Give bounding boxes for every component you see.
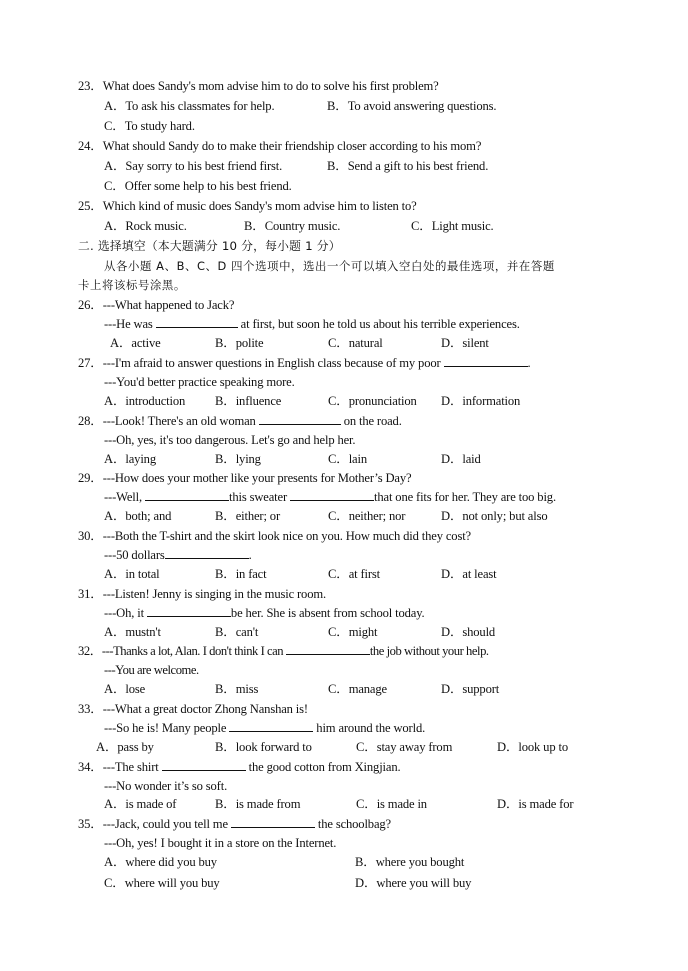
q29-option-a: A．both; and (104, 509, 172, 523)
text: the good cotton from Xingjian. (245, 760, 401, 774)
question-27-line-1 (78, 355, 531, 371)
q29-option-c: C．neither; nor (328, 509, 406, 523)
text: 27．---I'm afraid to answer questions in English class because of my poor (78, 356, 444, 370)
q26-option-c: C．natural (328, 336, 383, 350)
question-31-line-1: 31．---Listen! Jenny is singing in the music room. (78, 587, 326, 601)
q26-option-b: B．polite (215, 336, 264, 350)
q28-option-a: A．laying (104, 452, 156, 466)
q28-option-c: C．lain (328, 452, 367, 466)
answer-blank (229, 720, 313, 732)
question-33-line-1: 33．---What a great doctor Zhong Nanshan is! (78, 702, 308, 716)
q34-option-b: B．is made from (215, 797, 301, 811)
q32-option-d: D．support (441, 682, 500, 696)
q24-option-a: A．Say sorry to his best friend first. (104, 159, 283, 173)
question-34-line-1 (78, 759, 401, 775)
q28-option-b: B．lying (215, 452, 261, 466)
q26-option-a: A．active (110, 336, 161, 350)
q29-option-d: D．not only; but also (441, 509, 548, 523)
question-34-line-2: ---No wonder it’s so soft. (104, 779, 228, 793)
question-23-stem: 23．What does Sandy's mom advise him to do to solve his first problem? (78, 79, 439, 93)
q29-option-b: B．either; or (215, 509, 280, 523)
question-35-line-1 (78, 816, 391, 832)
answer-blank (156, 316, 238, 328)
text: at first, but soon he told us about his terrible experiences. (237, 317, 520, 331)
question-28-line-2: ---Oh, yes, it's too dangerous. Let's go and help her. (104, 433, 356, 447)
answer-blank (444, 355, 528, 367)
text: that one fits for her. They are too big. (374, 490, 556, 504)
q33-option-d: D．look up to (497, 740, 568, 754)
q27-option-c: C．pronunciation (328, 394, 417, 408)
question-32-line-2: ---You are welcome. (104, 663, 199, 677)
q27-option-b: B．influence (215, 394, 282, 408)
text: the job without your help. (369, 644, 489, 658)
q28-option-d: D．laid (441, 452, 481, 466)
answer-blank (290, 489, 374, 501)
q30-option-d: D．at least (441, 567, 497, 581)
question-28-line-1 (78, 413, 402, 429)
question-29-line-1: 29．---How does your mother like your presents for Mother’s Day? (78, 471, 412, 485)
text: on the road. (340, 414, 402, 428)
text: 35．---Jack, could you tell me (78, 817, 231, 831)
q35-option-c: C．where will you buy (104, 876, 220, 890)
question-26-line-1: 26．---What happened to Jack? (78, 298, 235, 312)
question-24-stem: 24．What should Sandy do to make their friendship closer according to his mom? (78, 139, 482, 153)
text: ---So he is! Many people (104, 721, 230, 735)
q25-option-c: C．Light music. (411, 219, 494, 233)
text: . (527, 356, 531, 370)
q30-option-b: B．in fact (215, 567, 267, 581)
q34-option-c: C．is made in (356, 797, 427, 811)
answer-blank (259, 413, 341, 425)
q31-option-c: C．might (328, 625, 378, 639)
q24-option-b: B．Send a gift to his best friend. (327, 159, 489, 173)
text: ---He was (104, 317, 156, 331)
question-26-line-2 (104, 316, 520, 332)
answer-blank (145, 489, 229, 501)
q23-option-b: B．To avoid answering questions. (327, 99, 497, 113)
q34-option-a: A．is made of (104, 797, 177, 811)
q25-option-a: A．Rock music. (104, 219, 187, 233)
q23-option-a: A．To ask his classmates for help. (104, 99, 275, 113)
question-25-stem: 25．Which kind of music does Sandy's mom advise him to listen to? (78, 199, 417, 213)
q35-option-b: B．where you bought (355, 855, 465, 869)
q31-option-a: A．mustn't (104, 625, 161, 639)
q24-option-c: C．Offer some help to his best friend. (104, 179, 292, 193)
answer-blank (165, 547, 249, 559)
text: 28．---Look! There's an old woman (78, 414, 259, 428)
text: be her. She is absent from school today. (230, 606, 425, 620)
q27-option-a: A．introduction (104, 394, 186, 408)
q23-option-c: C．To study hard. (104, 119, 195, 133)
q33-option-a: A．pass by (96, 740, 154, 754)
question-30-line-1: 30．---Both the T-shirt and the skirt look nice on you. How much did they cost? (78, 529, 471, 543)
q32-option-c: C．manage (328, 682, 387, 696)
q26-option-d: D．silent (441, 336, 489, 350)
q31-option-b: B．can't (215, 625, 259, 639)
q30-option-a: A．in total (104, 567, 160, 581)
question-31-line-2 (104, 605, 425, 621)
text: . (248, 548, 252, 562)
q25-option-b: B．Country music. (244, 219, 341, 233)
text: the schoolbag? (314, 817, 391, 831)
q33-option-c: C．stay away from (356, 740, 453, 754)
q34-option-d: D．is made for (497, 797, 574, 811)
question-33-line-2 (104, 720, 425, 736)
text: ---Well, (104, 490, 145, 504)
section-2-title: 二. 选择填空（本大题满分 10 分，每小题 1 分） (78, 239, 341, 253)
answer-blank (162, 759, 246, 771)
question-35-line-2: ---Oh, yes! I bought it in a store on the Internet. (104, 836, 337, 850)
q31-option-d: D．should (441, 625, 496, 639)
question-32-line-1 (78, 643, 489, 659)
text: him around the world. (313, 721, 426, 735)
q33-option-b: B．look forward to (215, 740, 312, 754)
section-2-instruction-line-2: 卡上将该标号涂黑。 (78, 278, 186, 292)
text: ---50 dollars (104, 548, 165, 562)
text: 34．---The shirt (78, 760, 162, 774)
text: this sweater (229, 490, 291, 504)
q30-option-c: C．at first (328, 567, 381, 581)
q32-option-a: A．lose (104, 682, 146, 696)
answer-blank (147, 605, 231, 617)
text: ---Oh, it (104, 606, 147, 620)
q35-option-d: D．where you will buy (355, 876, 472, 890)
question-27-line-2: ---You'd better practice speaking more. (104, 375, 295, 389)
q32-option-b: B．miss (215, 682, 259, 696)
question-29-line-2 (104, 489, 556, 505)
answer-blank (286, 643, 370, 655)
answer-blank (231, 816, 315, 828)
section-2-instruction-line-1: 从各小题 A、B、C、D 四个选项中，选出一个可以填入空白处的最佳选项，并在答题 (104, 259, 555, 273)
q27-option-d: D．information (441, 394, 521, 408)
text: 32．---Thanks a lot, Alan. I don't think I can (78, 644, 286, 658)
q35-option-a: A．where did you buy (104, 855, 217, 869)
question-30-line-2 (104, 547, 252, 563)
